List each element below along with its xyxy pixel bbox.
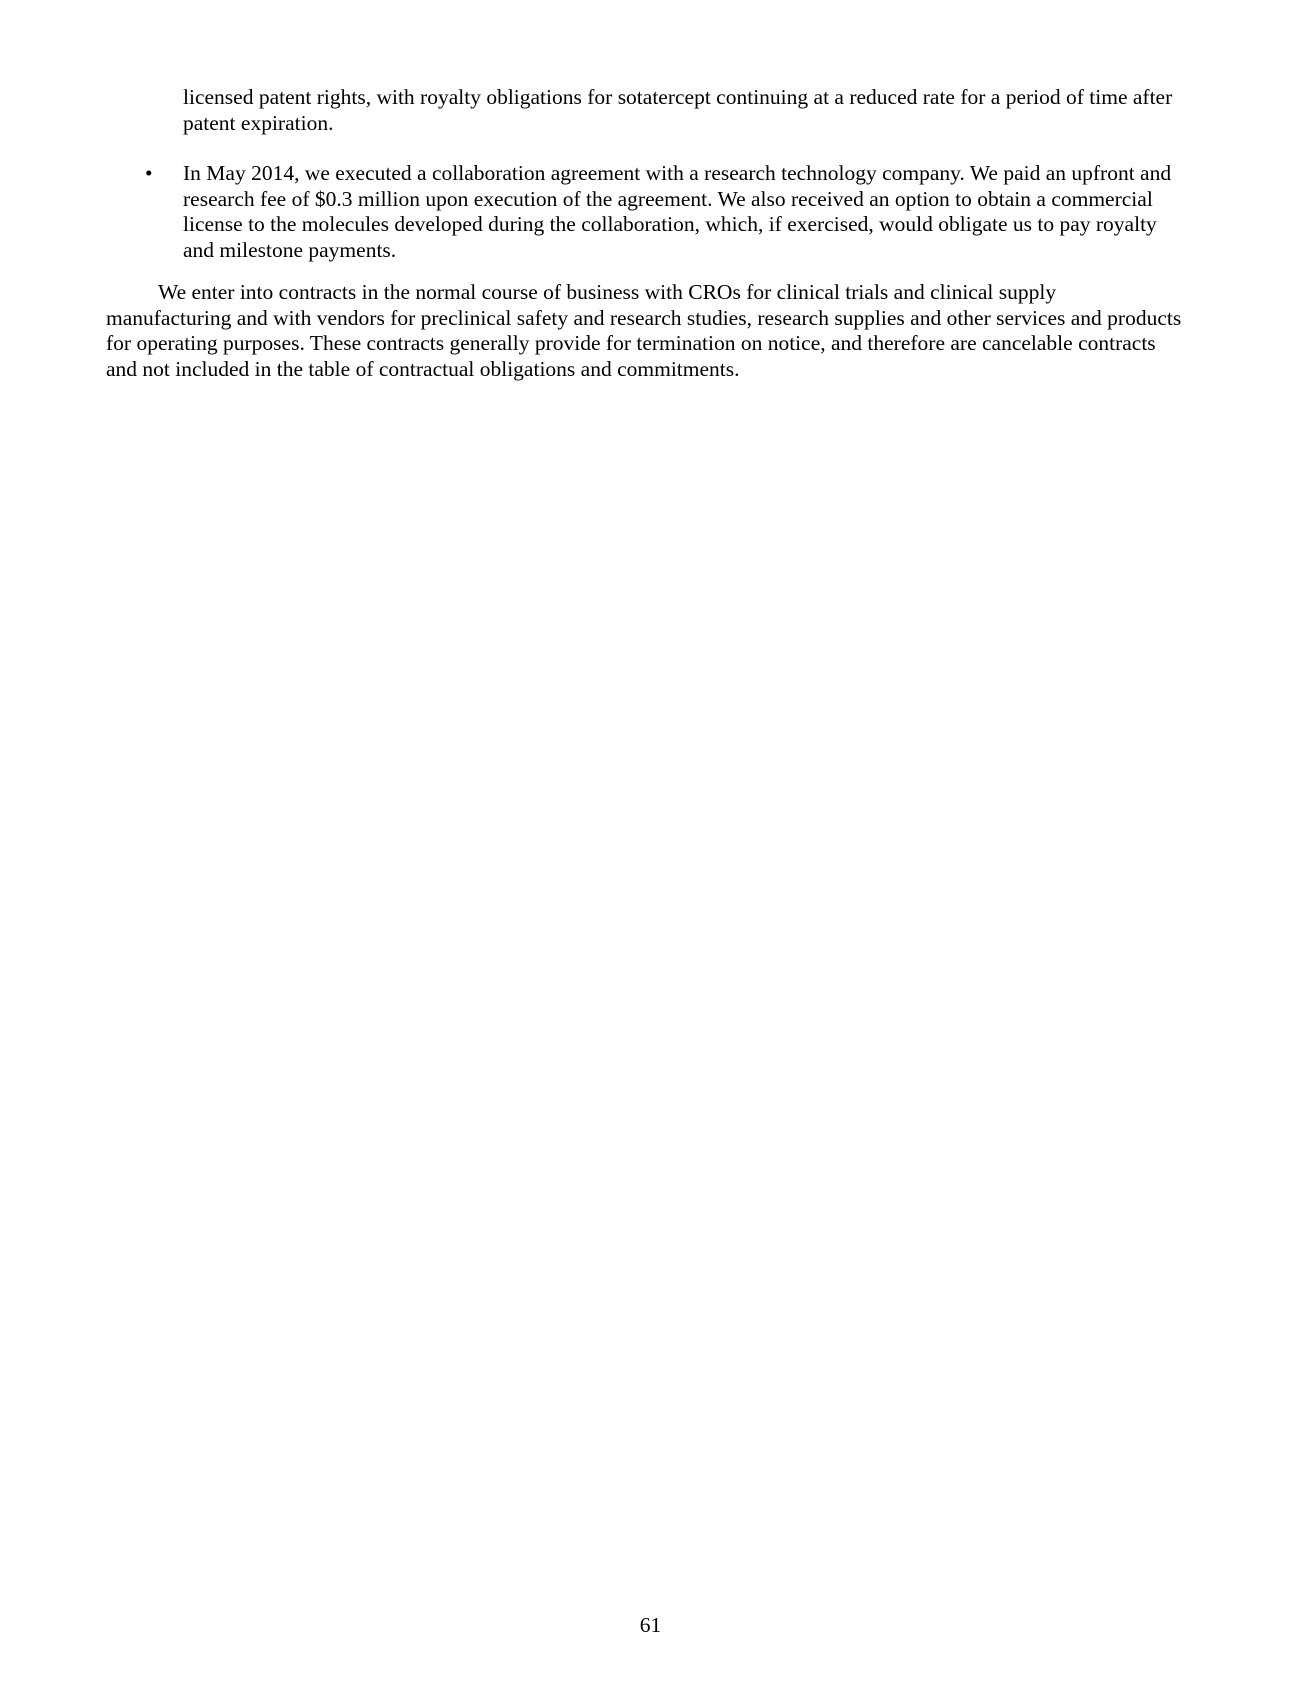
bullet-icon: •: [145, 161, 153, 185]
bullet-text: In May 2014, we executed a collaboration agreement with a research technology company. We paid an upfront and research fee of $0.3 million upon execution of the agreement. We also received an option to obtain a commercial license to the molecules developed during the collaboration, which, if exercised, would obligate us to pay royalty and milestone payments.: [183, 161, 1172, 262]
continued-bullet-text: licensed patent rights, with royalty obligations for sotatercept continuing at a reduced rate for a period of time after patent expiration.: [183, 85, 1173, 135]
body-paragraph: We enter into contracts in the normal course of business with CROs for clinical trials and clinical supply manufacturing and with vendors for preclinical safety and research studies, research supplies and other services and products for operating purposes. These contracts generally provide for termination on notice, and therefore are cancelable contracts and not included in the table of contractual obligations and commitments.: [106, 280, 1182, 381]
page-number: 61: [639, 1613, 662, 1637]
